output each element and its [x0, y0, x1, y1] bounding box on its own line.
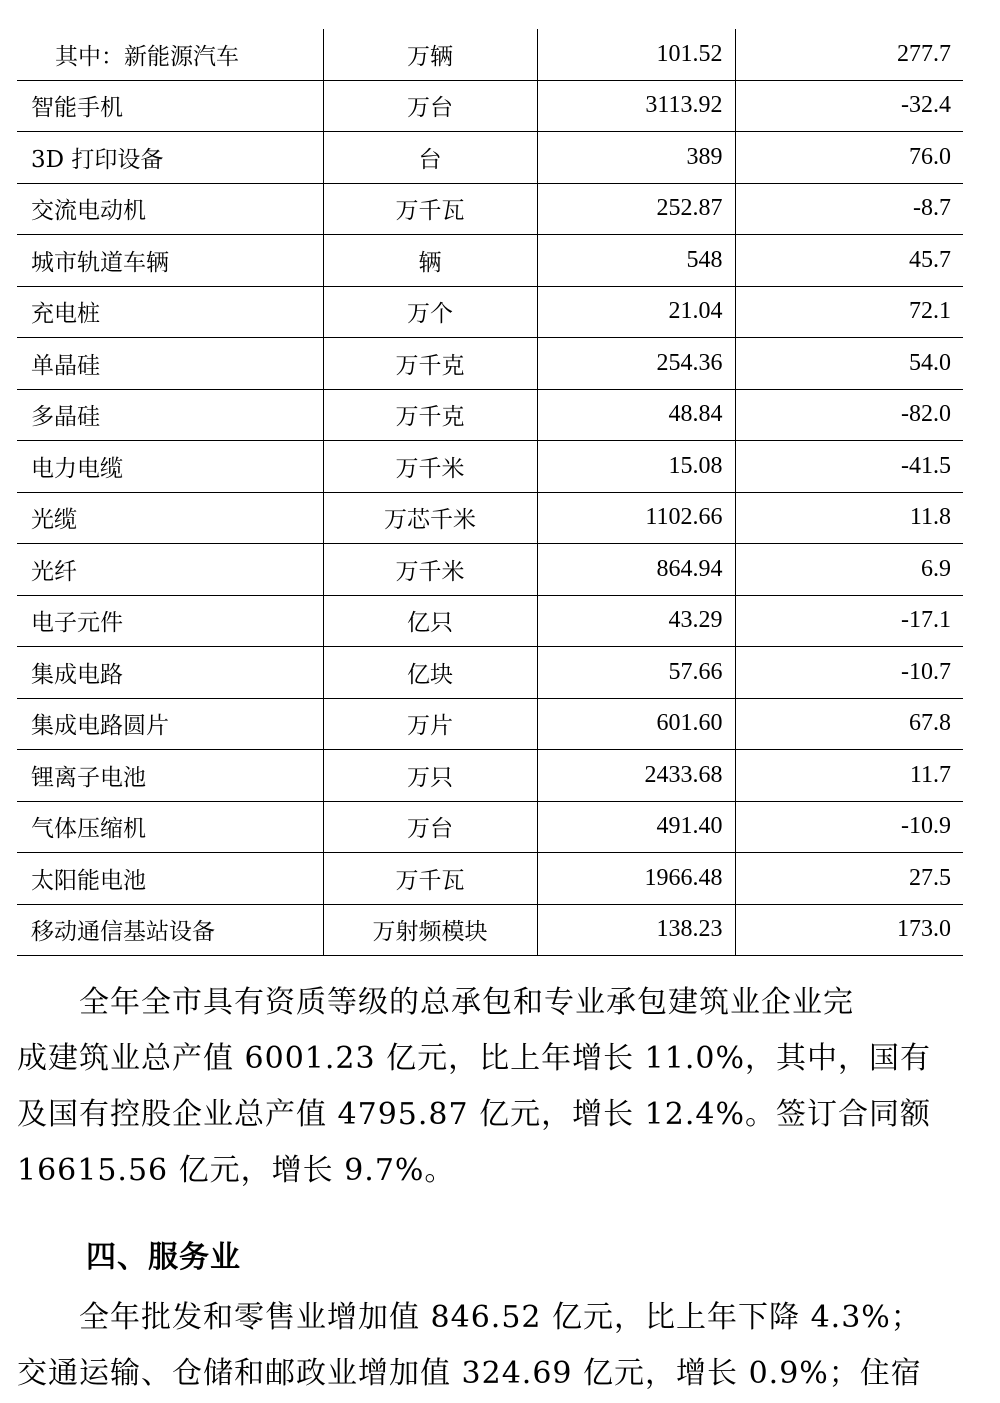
product-name-cell: 其中：新能源汽车: [17, 29, 323, 80]
unit-cell: 亿只: [323, 595, 537, 647]
growth-rate-cell: 45.7: [735, 235, 963, 287]
product-name-cell: 电子元件: [17, 595, 323, 647]
unit-cell: 万台: [323, 80, 537, 132]
growth-rate-cell: -10.7: [735, 647, 963, 699]
output-value-cell: 1102.66: [537, 492, 735, 544]
construction-paragraph: [17, 975, 967, 1199]
unit-cell: 万千米: [323, 544, 537, 596]
paragraph-line: 及国有控股企业总产值 4795.87 亿元，增长 12.4%。签订合同额: [17, 1097, 931, 1132]
output-value-cell: 548: [537, 235, 735, 287]
table-row: [17, 544, 963, 596]
output-value-cell: 252.87: [537, 183, 735, 235]
output-value-cell: 491.40: [537, 801, 735, 853]
table-row: [17, 80, 963, 132]
table-body: [17, 29, 963, 956]
growth-rate-cell: 6.9: [735, 544, 963, 596]
product-name-cell: 光纤: [17, 544, 323, 596]
growth-rate-cell: -82.0: [735, 389, 963, 441]
growth-rate-cell: -17.1: [735, 595, 963, 647]
product-name-cell: 光缆: [17, 492, 323, 544]
growth-rate-cell: -10.9: [735, 801, 963, 853]
unit-cell: 台: [323, 132, 537, 184]
growth-rate-cell: 277.7: [735, 29, 963, 80]
product-name-cell: 交流电动机: [17, 183, 323, 235]
table-row: [17, 338, 963, 390]
table-row: [17, 286, 963, 338]
table-row: [17, 29, 963, 80]
output-value-cell: 15.08: [537, 441, 735, 493]
paragraph-line: 交通运输、仓储和邮政业增加值 324.69 亿元，增长 0.9%；住宿: [17, 1356, 922, 1391]
section-heading: 四、服务业: [86, 1240, 241, 1275]
output-value-cell: 21.04: [537, 286, 735, 338]
table-row: [17, 698, 963, 750]
paragraph-line: 全年批发和零售业增加值 846.52 亿元，比上年下降 4.3%；: [17, 1300, 922, 1335]
paragraph-line: 成建筑业总产值 6001.23 亿元，比上年增长 11.0%，其中，国有: [17, 1041, 931, 1076]
output-value-cell: 57.66: [537, 647, 735, 699]
table-row: [17, 853, 963, 905]
table-row: [17, 441, 963, 493]
unit-cell: 万芯千米: [323, 492, 537, 544]
growth-rate-cell: 72.1: [735, 286, 963, 338]
output-value-cell: 254.36: [537, 338, 735, 390]
product-output-table-wrap: [17, 29, 963, 956]
product-name-cell: 集成电路圆片: [17, 698, 323, 750]
output-value-cell: 389: [537, 132, 735, 184]
growth-rate-cell: -8.7: [735, 183, 963, 235]
output-value-cell: 3113.92: [537, 80, 735, 132]
service-paragraph: [17, 1290, 967, 1402]
unit-cell: 万千瓦: [323, 853, 537, 905]
product-name-cell: 太阳能电池: [17, 853, 323, 905]
product-name-cell: 锂离子电池: [17, 750, 323, 802]
growth-rate-cell: 11.8: [735, 492, 963, 544]
table-row: [17, 801, 963, 853]
paragraph-line: 全年全市具有资质等级的总承包和专业承包建筑业企业完: [17, 985, 854, 1020]
unit-cell: 辆: [323, 235, 537, 287]
unit-cell: 万辆: [323, 29, 537, 80]
table-row: [17, 235, 963, 287]
growth-rate-cell: -32.4: [735, 80, 963, 132]
growth-rate-cell: 173.0: [735, 904, 963, 956]
growth-rate-cell: 27.5: [735, 853, 963, 905]
table-row: [17, 750, 963, 802]
growth-rate-cell: 11.7: [735, 750, 963, 802]
output-value-cell: 601.60: [537, 698, 735, 750]
table-row: [17, 132, 963, 184]
table-row: [17, 492, 963, 544]
table-row: [17, 595, 963, 647]
product-name-cell: 多晶硅: [17, 389, 323, 441]
output-value-cell: 48.84: [537, 389, 735, 441]
growth-rate-cell: 76.0: [735, 132, 963, 184]
unit-cell: 万个: [323, 286, 537, 338]
unit-cell: 万射频模块: [323, 904, 537, 956]
table-row: [17, 389, 963, 441]
product-name-cell: 智能手机: [17, 80, 323, 132]
unit-cell: 万千克: [323, 389, 537, 441]
product-name-cell: 气体压缩机: [17, 801, 323, 853]
table-row: [17, 183, 963, 235]
product-output-table: [17, 29, 963, 956]
unit-cell: 万台: [323, 801, 537, 853]
growth-rate-cell: 67.8: [735, 698, 963, 750]
unit-cell: 万片: [323, 698, 537, 750]
output-value-cell: 138.23: [537, 904, 735, 956]
unit-cell: 万千克: [323, 338, 537, 390]
product-name-cell: 单晶硅: [17, 338, 323, 390]
output-value-cell: 2433.68: [537, 750, 735, 802]
growth-rate-cell: -41.5: [735, 441, 963, 493]
growth-rate-cell: 54.0: [735, 338, 963, 390]
paragraph-line: 16615.56 亿元，增长 9.7%。: [17, 1153, 456, 1188]
unit-cell: 亿块: [323, 647, 537, 699]
table-row: [17, 904, 963, 956]
output-value-cell: 1966.48: [537, 853, 735, 905]
product-name-cell: 集成电路: [17, 647, 323, 699]
unit-cell: 万只: [323, 750, 537, 802]
unit-cell: 万千米: [323, 441, 537, 493]
product-name-cell: 移动通信基站设备: [17, 904, 323, 956]
product-name-cell: 3D 打印设备: [17, 132, 323, 184]
output-value-cell: 101.52: [537, 29, 735, 80]
table-row: [17, 647, 963, 699]
unit-cell: 万千瓦: [323, 183, 537, 235]
product-name-cell: 充电桩: [17, 286, 323, 338]
product-name-cell: 电力电缆: [17, 441, 323, 493]
output-value-cell: 864.94: [537, 544, 735, 596]
output-value-cell: 43.29: [537, 595, 735, 647]
product-name-cell: 城市轨道车辆: [17, 235, 323, 287]
